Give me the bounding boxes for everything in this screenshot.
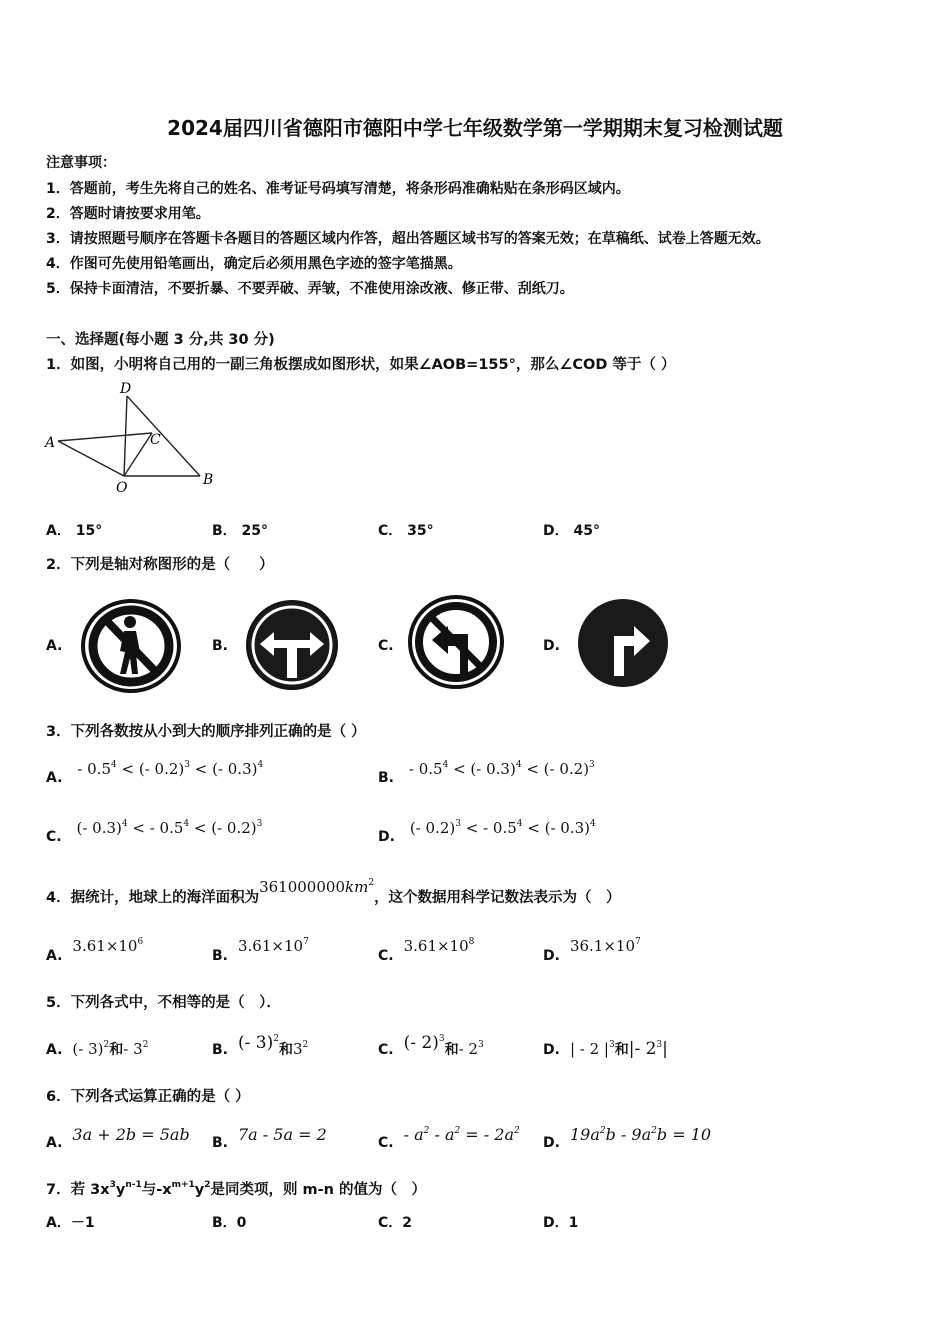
q3-option-c[interactable]: C. (- 0.3)$^4$ < - $0.5^4$ < (- 0.2)$^3$ bbox=[46, 819, 263, 845]
q1-option-a[interactable]: A． 15° bbox=[46, 523, 103, 539]
q7-option-d[interactable]: D．1 bbox=[543, 1215, 579, 1231]
q2-option-c-label[interactable]: C. bbox=[378, 638, 394, 654]
turn-right-sign-icon bbox=[576, 596, 670, 690]
notice-heading: 注意事项： bbox=[46, 155, 116, 171]
notice-item: 3．请按照题号顺序在答题卡各题目的答题区域内作答，超出答题区域书写的答案无效；在草稿纸、试卷上答题无效。 bbox=[46, 231, 770, 247]
notice-item: 2．答题时请按要求用笔。 bbox=[46, 206, 210, 222]
notice-item: 5．保持卡面清洁，不要折暴、不要弄破、弄皱，不准使用涂改液、修正带、刮纸刀。 bbox=[46, 281, 574, 297]
question-4-stem: 4．据统计，地球上的海洋面积为$361000000km^2$，这个数据用科学记数法表示为（ ） bbox=[46, 878, 621, 906]
q5-option-a[interactable]: A. (- 3)$^2$和- $3^2$ bbox=[46, 1040, 149, 1058]
q3-option-d[interactable]: D. (- 0.2)$^3$ < - $0.5^4$ < (- 0.3)$^4$ bbox=[378, 819, 596, 845]
figure-label-a: A bbox=[45, 435, 56, 451]
q7-option-c[interactable]: C．2 bbox=[378, 1215, 413, 1231]
q4-option-b[interactable]: $B.3.61\times 10^7$ bbox=[212, 937, 309, 964]
no-pedestrian-sign-icon bbox=[80, 598, 182, 694]
question-6-stem: 6．下列各式运算正确的是（ ） bbox=[46, 1089, 250, 1105]
figure-label-o: O bbox=[116, 480, 128, 496]
q2-option-b-label[interactable]: B. bbox=[212, 638, 228, 654]
q1-option-c[interactable]: C． 35° bbox=[378, 523, 434, 539]
question-5-stem: 5．下列各式中，不相等的是（ ）． bbox=[46, 995, 281, 1011]
page-title: 2024届四川省德阳市德阳中学七年级数学第一学期期末复习检测试题 bbox=[167, 116, 783, 140]
q2-option-a-label[interactable]: A. bbox=[46, 638, 63, 654]
q6-option-b[interactable]: B. 7a - 5a = 2 bbox=[212, 1125, 327, 1151]
notice-item: 1．答题前，考生先将自己的姓名、准考证号码填写清楚，将条形码准确粘贴在条形码区域内。 bbox=[46, 181, 630, 197]
q3-option-a[interactable]: A. - $0.5^4$ < (- 0.2)$^3$ < (- 0.3)$^4$ bbox=[46, 760, 264, 786]
question-7-stem: 7．若 $3x^3y^{n-1}$与$-x^{m+1}y^2$是同类项，则 m-n 的值为（ ） bbox=[46, 1180, 427, 1198]
q1-option-b[interactable]: B． 25° bbox=[212, 523, 269, 539]
q1-option-d[interactable]: D． 45° bbox=[543, 523, 600, 539]
no-left-turn-sign-icon bbox=[408, 594, 504, 690]
question-2-stem: 2．下列是轴对称图形的是（ ） bbox=[46, 557, 274, 573]
q3-option-b[interactable]: B. - $0.5^4$ < (- 0.3)$^4$ < (- 0.2)$^3$ bbox=[378, 760, 595, 786]
q4-option-c[interactable]: $C.3.61\times 10^8$ bbox=[378, 937, 475, 964]
figure-label-b: B bbox=[203, 472, 214, 488]
q7-option-b[interactable]: B．0 bbox=[212, 1215, 247, 1231]
q6-option-a[interactable]: A. 3a + 2b = 5ab bbox=[46, 1125, 190, 1151]
notice-item: 4．作图可先使用铅笔画出，确定后必须用黑色字迹的签字笔描黑。 bbox=[46, 256, 462, 272]
q6-option-d[interactable]: D. $19a^2b - 9a^2b = 10$ bbox=[543, 1125, 712, 1151]
figure-label-c: C bbox=[150, 432, 161, 448]
q4-option-a[interactable]: $A.3.61\times 10^6$ bbox=[46, 937, 144, 964]
q7-option-a[interactable]: A．－1 bbox=[46, 1215, 95, 1231]
question-1-stem: 1．如图，小明将自己用的一副三角板摆成如图形状，如果∠AOB=155°，那么∠COD 等于（ ） bbox=[46, 357, 676, 373]
q5-option-c[interactable]: C. (- 2)$^3$和- $2^3$ bbox=[378, 1033, 484, 1058]
section-heading: 一、选择题(每小题 3 分,共 30 分) bbox=[46, 332, 275, 348]
q4-option-d[interactable]: $D.36.1\times 10^7$ bbox=[543, 937, 641, 964]
q2-option-d-label[interactable]: D. bbox=[543, 638, 560, 654]
figure-label-d: D bbox=[120, 381, 132, 397]
turn-left-or-right-sign-icon bbox=[244, 598, 340, 692]
question-3-stem: 3．下列各数按从小到大的顺序排列正确的是（ ） bbox=[46, 724, 366, 740]
q6-option-c[interactable]: C. - $a^2 - a^2$ = - $2a^2$ bbox=[378, 1125, 520, 1151]
q5-option-b[interactable]: B. (- 3)$^2$和$3^2$ bbox=[212, 1033, 309, 1058]
q5-option-d[interactable]: D. | - 2 $|^3$和|- $2^3|$ bbox=[543, 1039, 668, 1059]
q1-triangle-figure bbox=[40, 378, 230, 498]
